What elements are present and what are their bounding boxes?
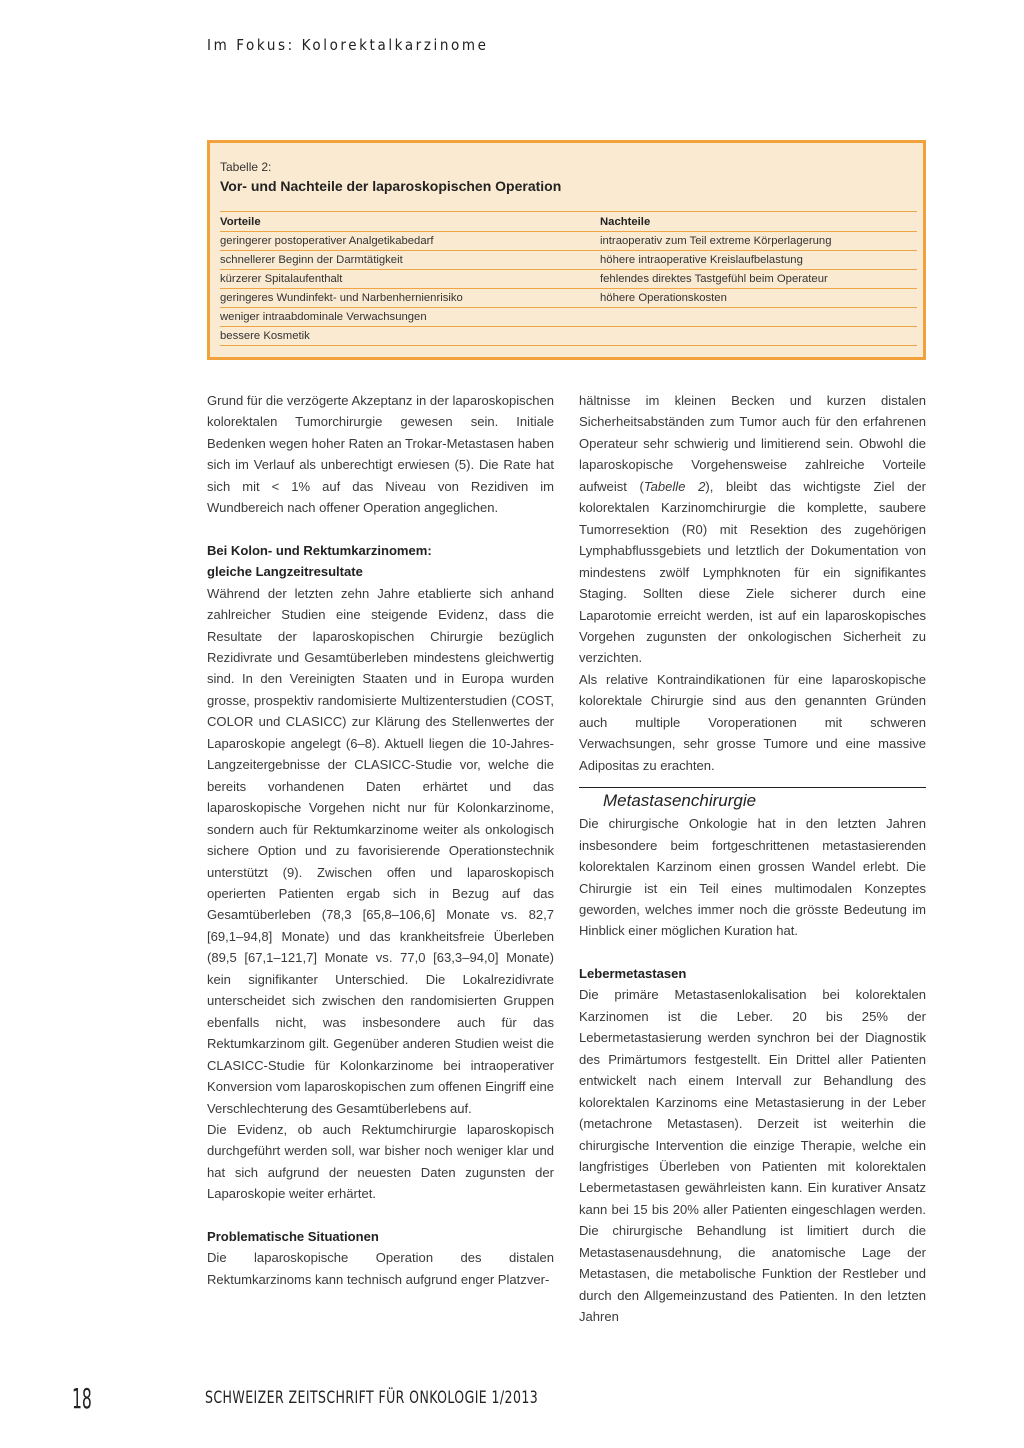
table-row: [220, 251, 917, 270]
table-row: [220, 270, 917, 289]
header-disadvantages: Nachteile: [600, 212, 917, 232]
table-cell: intraoperativ zum Teil extreme Körperlagerung: [600, 232, 917, 251]
body-paragraph: Die chirurgische Onkologie hat in den letzten Jahren insbesondere beim fortgeschrittenen metastasierenden kolorektalen Karzinom einen grossen Wandel erlebt. Die Chirurgie ist ein Teil eines multimodalen Konzeptes geworden, welches immer noch die grösste Bedeutung im Hinblick einer möglichen Kuration hat.: [579, 816, 926, 939]
body-paragraph: Während der letzten zehn Jahre etablierte sich anhand zahlreicher Studien eine steigende Evidenz, dass die Resultate der laparoskopischen Chirurgie bezüglich Rezidivrate und Gesamtüberleben mindestens gleichwertig sind. In den Vereinigten Staaten und in Europa wurden grosse, prospektiv randomisierte Multizenterstudien (COST, COLOR und CLASICC) zur Klärung des Stellenwertes der Laparoskopie angelegt (6–8). Aktuell liegen die 10-Jahres-Langzeitergebnisse der CLASICC-Studie vor, welche die bereits vorhandenen Daten erhärtet und das laparoskopische Vorgehen nicht nur für Kolonkarzinome, sondern auch für Rektumkarzinome weiter als onkologisch sichere Option und zu favorisierende Operationstechnik unterstützt (9). Zwischen offen und laparoskopisch operierten Patienten ergab sich in Bezug auf das Gesamtüberleben (78,3 [65,8–106,6] Monate vs. 82,7 [69,1–94,8] Monate) und das krankheitsfreie Überleben (89,5 [67,1–121,7] Monate vs. 77,0 [63,3–94,0] Monate) kein signifikanter Unterschied. Die Lokalrezidivrate unterscheidet sich zwischen den randomisierten Gruppen ebenfalls nicht, was insbesondere auch für das Rektumkarzinom gilt. Gegenüber anderen Studien weist die CLASICC-Studie für Kolonkarzinome bei intraoperativer Konversion vom laparoskopischen zum offenen Eingriff eine Verschlechterung des Gesamtüberlebens auf.: [207, 585, 554, 1116]
table-title: Vor- und Nachteile der laparoskopischen Operation: [220, 178, 562, 194]
table-2-box: [207, 140, 926, 360]
page-number: 18: [72, 1382, 92, 1415]
table-cell: kürzerer Spitalaufenthalt: [220, 270, 600, 289]
text-run: ), bleibt das wichtigste Ziel der kolorektalen Karzinomchirurgie die komplette, saubere Tumorresektion (R0) mit Resektion des zugehörigen Lymphabflussgebiets und letztlich der Dokumentation von mindestens zwölf Lymphknoten für ein signifikantes Staging. Sollten diese Ziele sicherer durch eine Laparotomie erreicht werden, ist auf ein laparoskopisches Vorgehen zugunsten der onkologischen Sicherheit zu verzichten.: [579, 478, 926, 666]
table-row: [220, 327, 917, 346]
body-paragraph: Grund für die verzögerte Akzeptanz in der laparoskopischen kolorektalen Tumorchirurgie gewesen sein. Initiale Bedenken wegen hoher Raten an Trokar-Metastasen haben sich im Verlauf als unberechtigt erwiesen (5). Die Rate hat sich mit < 1% auf das Niveau von Rezidiven im Wundbereich nach offener Operation angeglichen.: [207, 393, 554, 516]
body-paragraph: Die laparoskopische Operation des distalen Rektumkarzinoms kann technisch aufgrund enger Platzver-: [207, 1250, 554, 1287]
table-cell: schnellerer Beginn der Darmtätigkeit: [220, 251, 600, 270]
subheading-problematische-situationen: Problematische Situationen: [207, 1228, 379, 1244]
body-paragraph: Als relative Kontraindikationen für eine laparoskopische kolorektale Chirurgie sind aus den genannten Gründen auch multiple Voroperationen mit schweren Verwachsungen, sehr grosse Tumore und eine massive Adipositas zu erachten.: [579, 671, 926, 773]
table-row: [220, 308, 917, 327]
text-run: hältnisse im kleinen Becken und kurzen distalen Sicherheitsabständen zum Tumor auch für den erfahrenen Operateur sehr schwierig und limitierend sein. Obwohl die laparoskopische Vorgehensweise zahlreiche Vorteile aufweist (: [579, 393, 926, 494]
header-advantages: Vorteile: [220, 212, 600, 232]
section-title-metastasenchirurgie: Metastasenchirurgie: [579, 787, 926, 813]
table-header-row: [220, 212, 917, 232]
table-cell: geringerer postoperativer Analgetikabedarf: [220, 232, 600, 251]
table-cell: höhere Operationskosten: [600, 289, 917, 308]
table-cell: geringeres Wundinfekt- und Narbenhernienrisiko: [220, 289, 600, 308]
left-column: [207, 390, 554, 1290]
table-cell: bessere Kosmetik: [220, 327, 600, 346]
body-paragraph: Die primäre Metastasenlokalisation bei kolorektalen Karzinomen ist die Leber. 20 bis 25% der Lebermetastasierung werden synchron bei der Diagnostik des Primärtumors festgestellt. Ein Drittel aller Patienten entwickelt nach einem Intervall zur Behandlung des kolorektalen Karzinoms eine Metastasierung in der Leber (metachrone Metastasen). Derzeit ist weiterhin die chirurgische Intervention die einzige Therapie, welche ein langfristiges Überleben von Patienten mit kolorektalen Lebermetastasen gewährleisten kann. Ein kurativer Ansatz kann bei 15 bis 20% aller Patienten eingeschlagen werden. Die chirurgische Behandlung ist limitiert durch die Metastasenausdehnung, die anatomische Lage der Metastasen, die metabolische Funktion der Restleber und durch den Allgemeinzustand des Patienten. In den letzten Jahren: [579, 987, 926, 1325]
table-cell: fehlendes direktes Tastgefühl beim Operateur: [600, 270, 917, 289]
right-column: [579, 390, 926, 1328]
journal-footer: SCHWEIZER ZEITSCHRIFT FÜR ONKOLOGIE 1/2013: [205, 1388, 539, 1408]
body-paragraph: Die Evidenz, ob auch Rektumchirurgie laparoskopisch durchgeführt werden soll, war bisher noch weniger klar und hat sich aufgrund der neuesten Daten zugunsten der Laparoskopie weiter erhärtet.: [207, 1121, 554, 1202]
table-cell: höhere intraoperative Kreislaufbelastung: [600, 251, 917, 270]
subheading-line: gleiche Langzeitresultate: [207, 564, 363, 580]
table-row: [220, 289, 917, 308]
table-row: [220, 232, 917, 251]
table-cell: weniger intraabdominale Verwachsungen: [220, 308, 600, 327]
subheading-line: Bei Kolon- und Rektumkarzinomem:: [207, 542, 432, 558]
subheading-lebermetastasen: Lebermetastasen: [579, 965, 687, 981]
table-reference: Tabelle 2: [643, 478, 706, 494]
subheading-langzeitresultate: [207, 540, 554, 583]
table-caption: Tabelle 2:: [220, 160, 272, 174]
table-cell: [600, 327, 917, 346]
table-cell: [600, 308, 917, 327]
body-paragraph: [579, 390, 926, 669]
running-header: Im Fokus: Kolorektalkarzinome: [207, 36, 489, 54]
advantages-disadvantages-table: [220, 211, 917, 346]
